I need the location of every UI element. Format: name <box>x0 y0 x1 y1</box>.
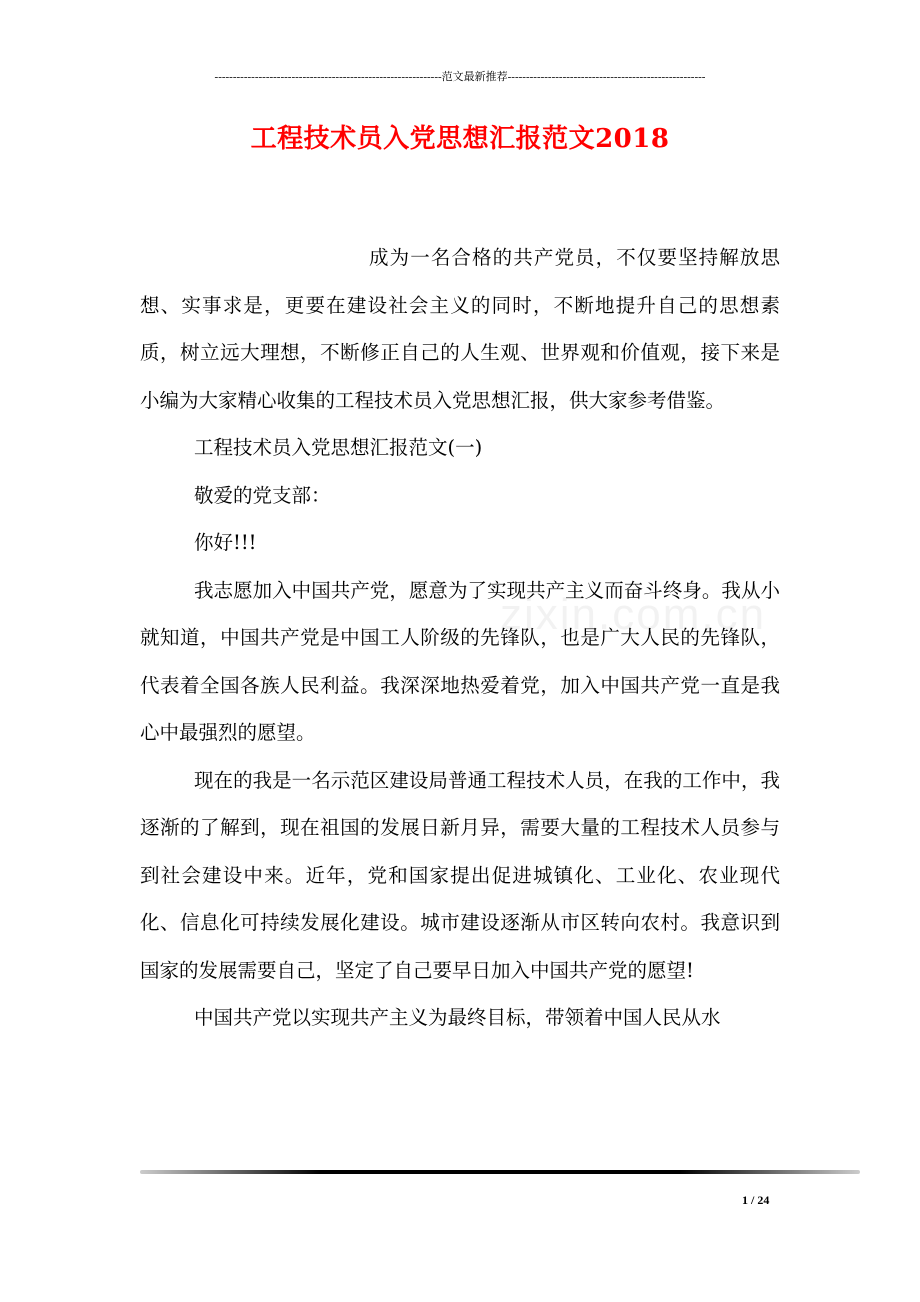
salutation: 敬爱的党支部： <box>194 483 331 507</box>
body-paragraph: 中国共产党以实现共产主义为最终目标，带领着中国人民从水 <box>194 1006 721 1029</box>
body-paragraph: 我志愿加入中国共产党，愿意为了实现共产主义而奋斗终身。我从小就知道，中国共产党是中国工人阶级的先锋队，也是广大人民的先锋队，代表着全国各族人民利益。我深深地热爱着党，加入中国共产党一直是我心中最强烈的愿望。 <box>140 578 780 744</box>
document-body <box>140 234 780 1042</box>
page-header-banner: --------------------------------------------------------------范文最新推荐------------------------------------------------------ <box>214 71 706 83</box>
body-paragraph: 现在的我是一名示范区建设局普通工程技术人员，在我的工作中，我逐渐的了解到，现在祖国的发展日新月异，需要大量的工程技术人员参与到社会建设中来。近年，党和国家提出促进城镇化、工业化、农业现代化、信息化可持续发展化建设。城市建设逐渐从市区转向农村。我意识到国家的发展需要自己，坚定了自己要早日加入中国共产党的愿望! <box>140 768 780 982</box>
page-number: 1 / 24 <box>742 1193 770 1207</box>
section-heading: 工程技术员入党思想汇报范文(一) <box>194 436 483 459</box>
watermark: zixin.com.cn <box>500 590 767 639</box>
greeting: 你好!!! <box>194 531 257 554</box>
document-title: 工程技术员入党思想汇报范文2018 <box>250 124 670 154</box>
intro-paragraph: 成为一名合格的共产党员，不仅要坚持解放思想、实事求是，更要在建设社会主义的同时，不断地提升自己的思想素质，树立远大理想，不断修正自己的人生观、世界观和价值观，接下来是小编为大家精心收集的工程技术员入党思想汇报，供大家参考借鉴。 <box>140 246 780 412</box>
footer-divider <box>140 1170 860 1174</box>
